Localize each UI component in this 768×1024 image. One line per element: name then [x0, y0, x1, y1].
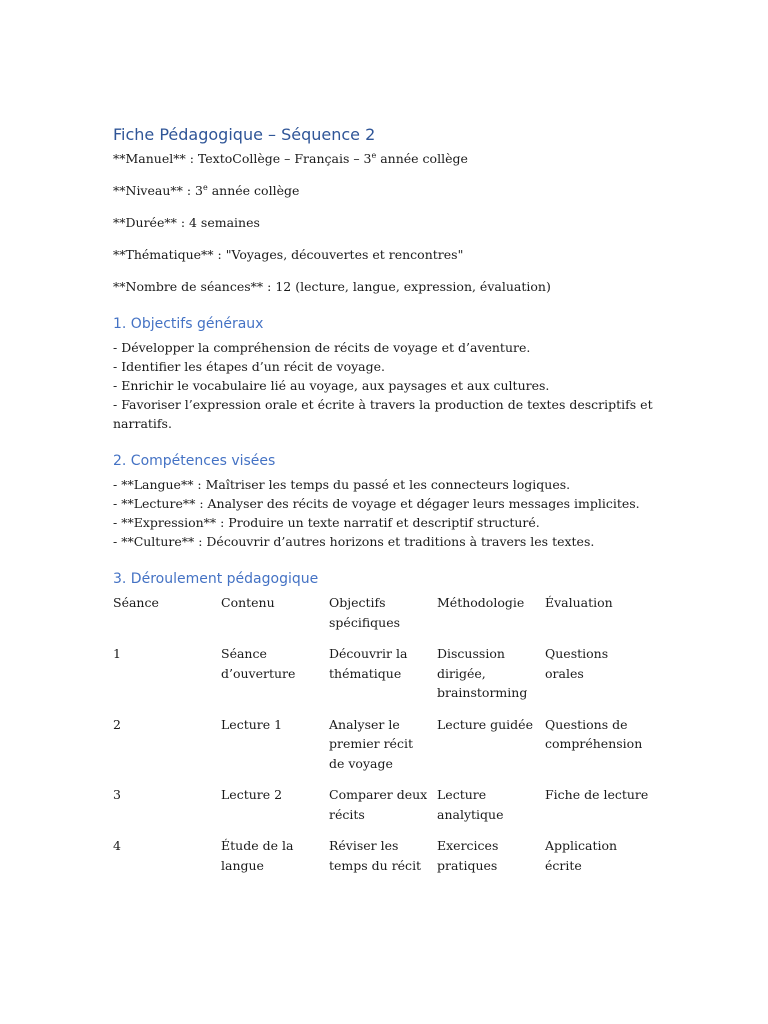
- list-item: - Développer la compréhension de récits de voyage et d’aventure.: [113, 340, 531, 355]
- list-item: - Favoriser l’expression orale et écrite à travers la production de textes descriptifs et narratifs.: [113, 397, 653, 431]
- table-row: [113, 785, 658, 836]
- meta-thematique: **Thématique** : "Voyages, découvertes et rencontres": [113, 247, 464, 262]
- meta-niveau: [113, 182, 658, 200]
- table-cell: Séance d’ouverture: [221, 646, 296, 681]
- section-objectifs-heading: 1. Objectifs généraux: [113, 316, 264, 332]
- meta-duree: **Durée** : 4 semaines: [113, 215, 260, 230]
- table-cell: Questions orales: [545, 646, 609, 681]
- deroulement-table: [113, 593, 658, 887]
- table-header-cell: Séance: [113, 595, 159, 610]
- table-cell: Lecture analytique: [437, 787, 504, 822]
- meta-niveau-suffix: année collège: [207, 183, 300, 198]
- list-item: - Enrichir le vocabulaire lié au voyage, aux paysages et aux cultures.: [113, 378, 550, 393]
- document-title: Fiche Pédagogique – Séquence 2: [113, 125, 376, 144]
- list-item: - **Expression** : Produire un texte narratif et descriptif structuré.: [113, 515, 540, 530]
- table-cell: 2: [113, 716, 121, 732]
- table-header-cell: Objectifs spécifiques: [329, 595, 401, 630]
- objectifs-list: [113, 338, 658, 433]
- table-cell: Application écrite: [545, 838, 618, 873]
- table-cell: Lecture 1: [221, 716, 283, 732]
- table-row: [113, 715, 658, 786]
- section-deroulement-heading: 3. Déroulement pédagogique: [113, 571, 319, 587]
- competences-list: [113, 475, 658, 551]
- meta-seances: **Nombre de séances** : 12 (lecture, langue, expression, évaluation): [113, 279, 551, 294]
- table-cell: Lecture 2: [221, 787, 283, 802]
- table-cell: Exercices pratiques: [437, 838, 499, 873]
- table-row: [113, 644, 658, 715]
- table-cell: Découvrir la thématique: [329, 646, 408, 681]
- meta-manuel-sup: e: [371, 150, 377, 160]
- table-cell: Discussion dirigée, brainstorming: [437, 646, 528, 700]
- meta-niveau-sup: e: [203, 182, 208, 192]
- list-item: - **Lecture** : Analyser des récits de voyage et dégager leurs messages implicites.: [113, 496, 640, 511]
- list-item: - **Langue** : Maîtriser les temps du passé et les connecteurs logiques.: [113, 477, 571, 492]
- table-header-cell: Évaluation: [545, 595, 613, 610]
- table-header-row: [113, 593, 658, 644]
- table-cell: Fiche de lecture: [545, 787, 649, 802]
- table-header-cell: Contenu: [221, 595, 275, 610]
- table-cell: Questions de compréhension: [545, 716, 643, 751]
- meta-niveau-text: **Niveau** : 3: [113, 183, 204, 198]
- table-row: [113, 836, 658, 887]
- table-header-cell: Méthodologie: [437, 595, 525, 610]
- list-item: - **Culture** : Découvrir d’autres horizons et traditions à travers les textes.: [113, 534, 595, 549]
- table-cell: Étude de la langue: [221, 838, 294, 873]
- meta-manuel-text: **Manuel** : TextoCollège – Français – 3: [113, 151, 372, 166]
- document-page: [113, 124, 658, 887]
- list-item: - Identifier les étapes d’un récit de voyage.: [113, 359, 385, 374]
- table-cell: 4: [113, 838, 121, 853]
- table-cell: Lecture guidée: [437, 716, 533, 732]
- table-cell: Réviser les temps du récit: [329, 838, 422, 873]
- table-cell: 1: [113, 646, 121, 661]
- meta-manuel: [113, 150, 658, 168]
- meta-manuel-suffix: année collège: [376, 151, 468, 166]
- section-competences-heading: 2. Compétences visées: [113, 453, 276, 469]
- table-cell: Analyser le premier récit de voyage: [329, 716, 413, 771]
- table-cell: 3: [113, 787, 121, 802]
- table-cell: Comparer deux récits: [329, 787, 428, 822]
